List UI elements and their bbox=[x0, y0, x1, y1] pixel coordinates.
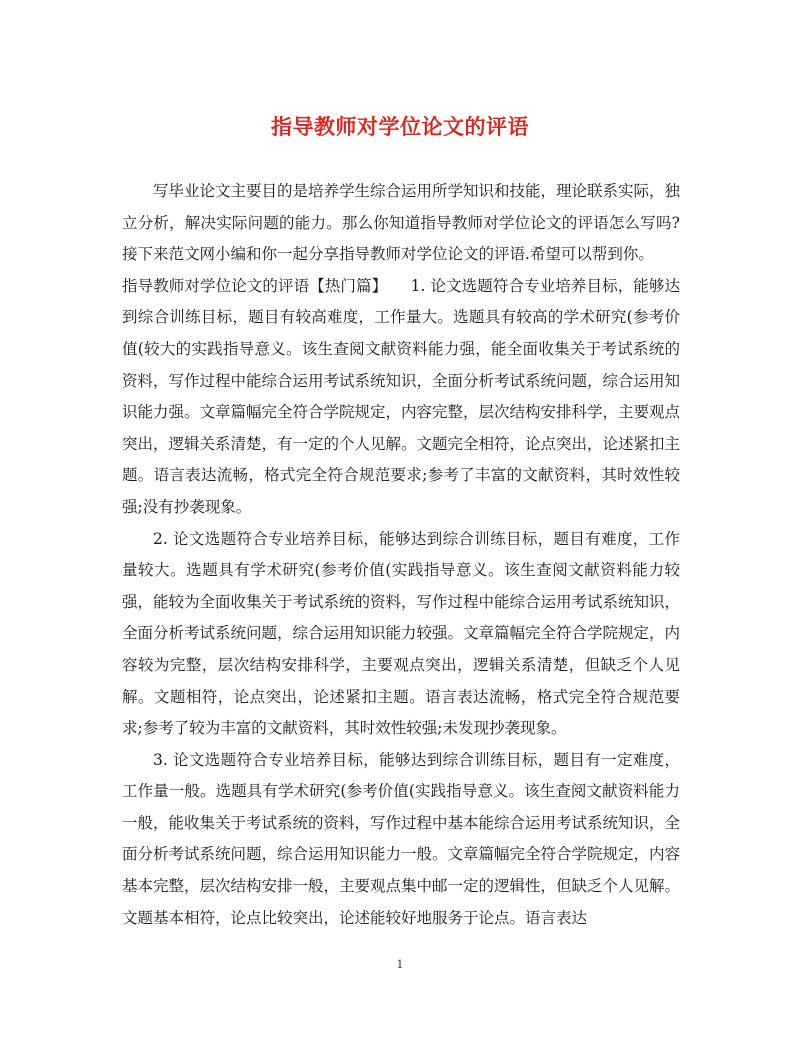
document-body bbox=[122, 176, 680, 934]
comment-paragraph-1: 指导教师对学位论文的评语【热门篇】 1. 论文选题符合专业培养目标，能够达到综合训练目标，题目有较高难度，工作量大。选题具有较高的学术研究(参考价值(较大的实践指导意义。该生查阅文献资料能力强，能全面收集关于考试系统的资料，写作过程中能综合运用考试系统知识，全面分析考试系统问题，综合运用知识能力强。文章篇幅完全符合学院规定，内容完整，层次结构安排科学，主要观点突出，逻辑关系清楚，有一定的个人见解。文题完全相符，论点突出，论述紧扣主题。语言表达流畅，格式完全符合规范要求;参考了丰富的文献资料，其时效性较强;没有抄袭现象。 bbox=[122, 276, 681, 516]
page-number: 1 bbox=[396, 958, 404, 971]
document-title: 指导教师对学位论文的评语 bbox=[271, 114, 529, 139]
intro-paragraph: 写毕业论文主要目的是培养学生综合运用所学知识和技能，理论联系实际，独立分析，解决实际问题的能力。那么你知道指导教师对学位论文的评语怎么写吗?接下来范文网小编和你一起分享指导教师对学位论文的评语.希望可以帮到你。 bbox=[122, 182, 681, 264]
comment-paragraph-2: 2. 论文选题符合专业培养目标，能够达到综合训练目标，题目有难度，工作量较大。选题具有学术研究(参考价值(实践指导意义。该生查阅文献资料能力较强，能较为全面收集关于考试系统的资料，写作过程中能综合运用考试系统知识，全面分析考试系统问题，综合运用知识能力较强。文章篇幅完全符合学院规定，内容较为完整，层次结构安排科学，主要观点突出，逻辑关系清楚，但缺乏个人见解。文题相符，论点突出，论述紧扣主题。语言表达流畅，格式完全符合规范要求;参考了较为丰富的文献资料，其时效性较强;未发现抄袭现象。 bbox=[122, 529, 681, 738]
comment-paragraph-3: 3. 论文选题符合专业培养目标，能够达到综合训练目标，题目有一定难度，工作量一般。选题具有学术研究(参考价值(实践指导意义。该生查阅文献资料能力一般，能收集关于考试系统的资料，写作过程中基本能综合运用考试系统知识，全面分析考试系统问题，综合运用知识能力一般。文章篇幅完全符合学院规定，内容基本完整，层次结构安排一般，主要观点集中邮一定的逻辑性，但缺乏个人见解。文题基本相符，论点比较突出，论述能较好地服务于论点。语言表达 bbox=[122, 750, 681, 927]
